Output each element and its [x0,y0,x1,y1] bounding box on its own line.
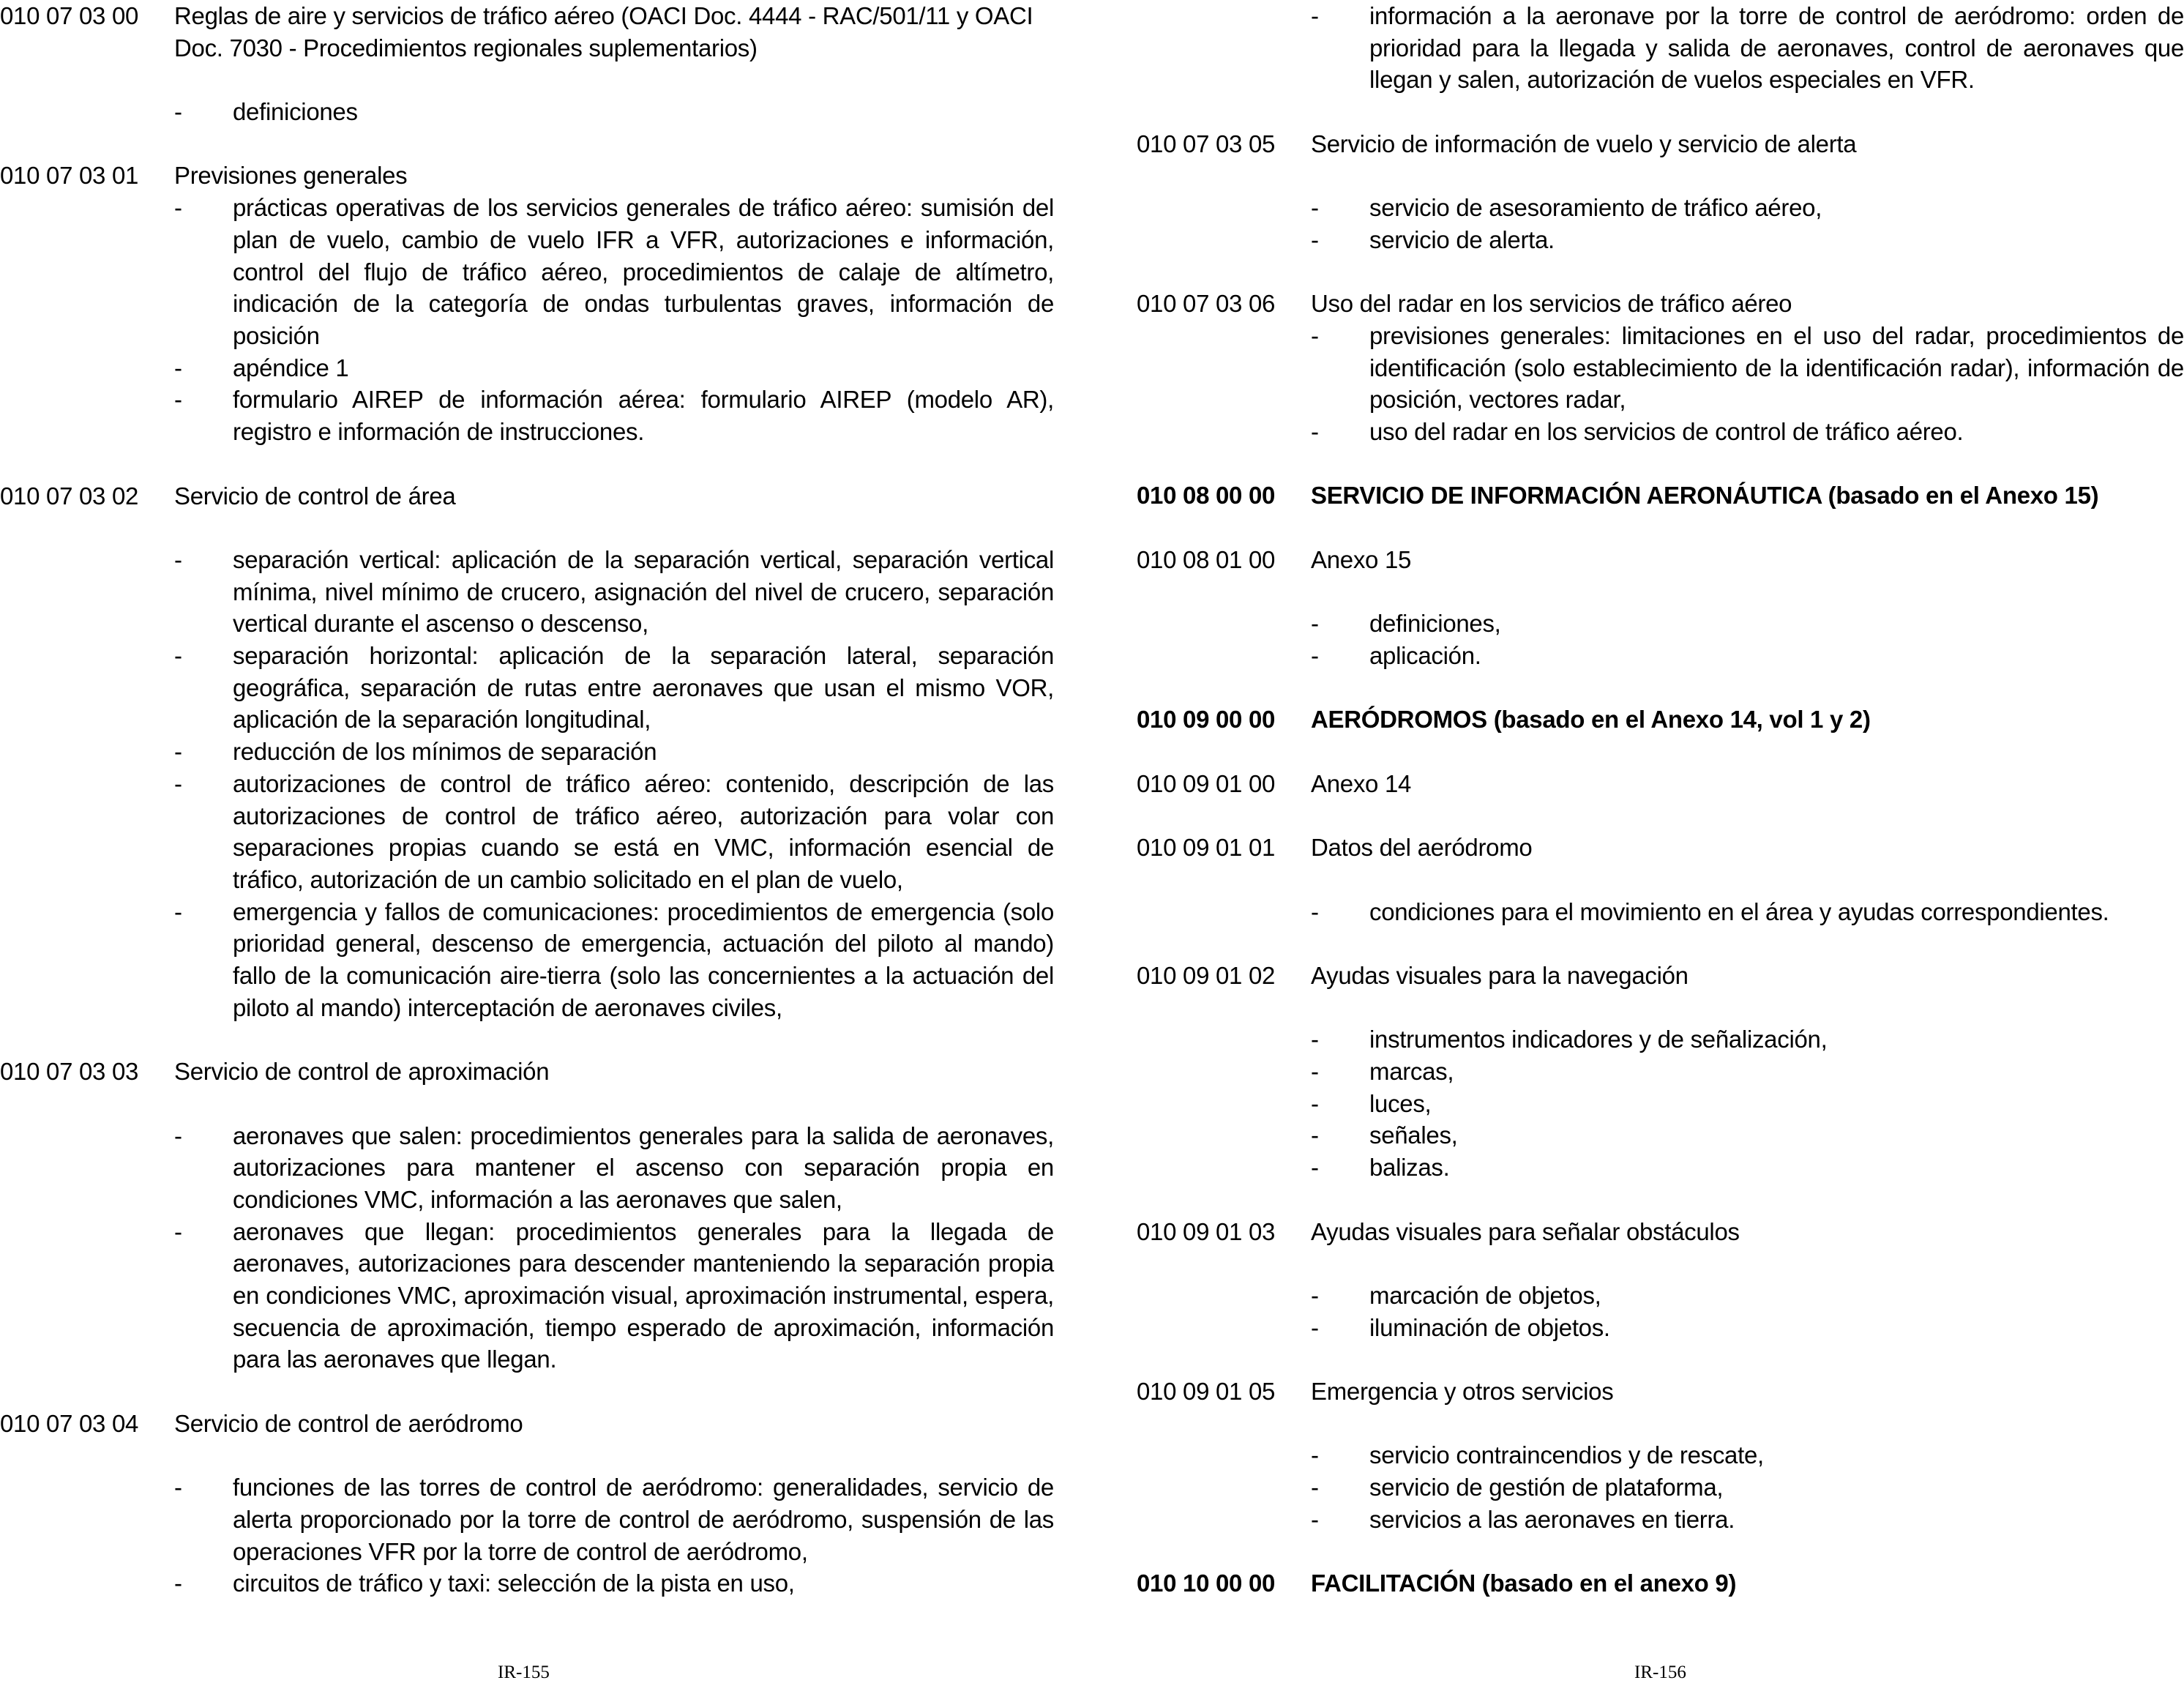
section-body [1311,1376,2184,1536]
list-item [174,544,1054,640]
section-body [1311,960,2184,1184]
list-dash: - [1311,321,1319,349]
list-item [174,1120,1054,1216]
list-dash: - [1311,225,1319,253]
section-body [1311,0,2184,96]
paragraph-spacer [174,1088,1054,1120]
list-dash: - [1311,1089,1319,1117]
list-item-text: aeronaves que salen: procedimientos generales para la salida de aeronaves, autorizaciones para mantener el ascenso con separación propia en condiciones VMC, información a las aeronaves que salen, [233,1122,1054,1213]
syllabus-section [0,480,1054,1024]
list-item-text: reducción de los mínimos de separación [233,738,657,766]
list-dash: - [1311,641,1319,669]
list-item [174,768,1054,896]
list-item [174,1471,1054,1567]
list-dash: - [174,1570,182,1597]
syllabus-section [1137,544,2184,672]
paragraph-spacer [1137,448,2184,480]
paragraph-spacer [1137,96,2184,128]
syllabus-section [1137,1216,2184,1344]
section-code: 010 07 03 03 [0,1058,139,1086]
list-item-text: separación horizontal: aplicación de la separación lateral, separación geográfica, separación de rutas entre aeronaves que usan el mismo VOR, aplicación de la separación longitudinal, [233,642,1054,734]
list-item-text: formulario AIREP de información aérea: formulario AIREP (modelo AR), registro e información de instrucciones. [233,386,1054,446]
list-dash: - [1311,610,1319,638]
list-item [1311,1119,2184,1152]
paragraph-spacer [1137,1536,2184,1568]
syllabus-section [1137,960,2184,1184]
list-item [1311,1439,2184,1471]
list-item-text: circuitos de tráfico y taxi: selección de la pista en uso, [233,1570,795,1597]
list-dash: - [1311,1026,1319,1053]
list-item [1311,1056,2184,1088]
section-title: Servicio de control de aproximación [174,1058,550,1086]
section-body [1311,128,2184,256]
section-code: 010 07 03 01 [0,162,139,190]
paragraph-spacer [1137,736,2184,768]
list-item-text: previsiones generales: limitaciones en el uso del radar, procedimientos de identificación (solo establecimiento de la identificación radar), información de posición, vectores radar, [1369,321,2184,414]
list-dash: - [1311,2,1319,29]
syllabus-section [1137,704,2184,736]
section-title: Ayudas visuales para la navegación [1311,961,1689,989]
list-dash: - [174,98,182,126]
list-item-text: separación vertical: aplicación de la separación vertical, separación vertical mínima, nivel mínimo de crucero, asignación del nivel de crucero, separación vertical durante el ascenso o descenso, [233,545,1054,638]
section-title: Reglas de aire y servicios de tráfico aéreo (OACI Doc. 4444 - RAC/501/11 y OACI Doc. 7030 - Procedimientos regionales suplementarios) [174,2,1033,61]
list-item [174,1567,1054,1600]
list-dash: - [1311,1441,1319,1469]
list-dash: - [174,769,182,797]
list-dash: - [174,1474,182,1501]
paragraph-spacer [1311,992,2184,1024]
section-body [174,160,1054,447]
list-item [1311,1023,2184,1056]
right-page-content [1137,0,2184,1600]
syllabus-section [1137,832,2184,928]
list-dash: - [1311,898,1319,925]
list-item [174,96,1054,128]
paragraph-spacer [1137,1343,2184,1376]
section-body [174,0,1054,128]
section-title: Servicio de información de vuelo y servicio de alerta [1311,130,1857,157]
list-item [174,192,1054,352]
list-dash: - [1311,1154,1319,1182]
section-body [174,1056,1054,1376]
list-dash: - [174,386,182,414]
section-code: 010 08 00 00 [1137,482,1276,510]
list-item-text: definiciones, [1369,610,1501,638]
section-title: Uso del radar en los servicios de tráfico aéreo [1311,290,1792,318]
paragraph-spacer [1137,928,2184,960]
section-code: 010 09 01 05 [1137,1378,1276,1405]
paragraph-spacer [1311,864,2184,896]
syllabus-section [0,1056,1054,1376]
section-code: 010 09 00 00 [1137,706,1276,734]
list-item [1311,608,2184,640]
list-dash: - [1311,1058,1319,1086]
continued-section [1137,0,2184,96]
paragraph-spacer [0,1376,1054,1408]
list-item-text: servicio de asesoramiento de tráfico aéreo, [1369,194,1822,222]
list-dash: - [174,898,182,925]
syllabus-section [0,160,1054,447]
syllabus-section [0,1408,1054,1600]
list-item-text: luces, [1369,1089,1432,1117]
list-item-text: prácticas operativas de los servicios generales de tráfico aéreo: sumisión del plan de vuelo, cambio de vuelo IFR a VFR, autorizaciones e información, control del flujo de tráfico aéreo, procedimientos de calaje de altímetro, indicación de la categoría de ondas turbulentas graves, información de posición [233,194,1054,349]
syllabus-section [0,0,1054,128]
list-item [1311,896,2184,928]
list-item-text: señales, [1369,1122,1458,1149]
list-dash: - [174,642,182,669]
list-item [1311,1152,2184,1184]
syllabus-section [1137,479,2184,512]
list-item [1311,1471,2184,1504]
list-item-text: apéndice 1 [233,354,349,381]
section-code: 010 09 01 03 [1137,1217,1276,1245]
list-item-text: uso del radar en los servicios de control de tráfico aéreo. [1369,418,1964,446]
section-code: 010 07 03 05 [1137,130,1276,157]
list-item [174,352,1054,384]
list-item-text: aeronaves que llegan: procedimientos generales para la llegada de aeronaves, autorizaciones para descender manteniendo la separación propia en condiciones VMC, aproximación visual, aproximación instrumental, espera, secuencia de aproximación, tiempo esperado de aproximación, información para las aeronaves que llegan. [233,1217,1054,1373]
section-body [174,480,1054,1024]
list-item-text: servicio de gestión de plataforma, [1369,1474,1724,1501]
section-title: Emergencia y otros servicios [1311,1378,1614,1405]
syllabus-section [1137,288,2184,448]
paragraph-spacer [174,64,1054,96]
list-dash: - [1311,194,1319,222]
list-dash: - [174,545,182,573]
paragraph-spacer [1311,1247,2184,1280]
section-code: 010 07 03 00 [0,2,139,29]
list-item-text: marcación de objetos, [1369,1281,1601,1309]
section-title: Previsiones generales [174,162,408,190]
section-body [1311,544,2184,672]
list-item [1311,1312,2184,1344]
list-item-text: condiciones para el movimiento en el área y ayudas correspondientes. [1369,898,2109,925]
list-item-text: información a la aeronave por la torre de control de aeródromo: orden de prioridad para la llegada y salida de aeronaves, control de aeronaves que llegan y salen, autorización de vuelos especiales en VFR. [1369,2,2184,94]
section-code: 010 09 01 01 [1137,834,1276,862]
list-item [1311,1504,2184,1536]
page-number: IR-156 [1634,1663,1686,1682]
section-title: Anexo 15 [1311,545,1412,573]
page-number: IR-155 [498,1663,550,1682]
section-body [1311,479,2184,512]
list-item-text: autorizaciones de control de tráfico aéreo: contenido, descripción de las autorizaciones de control de tráfico aéreo, autorización para volar con separaciones propias cuando se está en VMC, información esencial de tráfico, autorización de un cambio solicitado en el plan de vuelo, [233,769,1054,893]
section-code: 010 07 03 02 [0,482,139,510]
list-item-text: emergencia y fallos de comunicaciones: procedimientos de emergencia (solo prioridad general, descenso de emergencia, actuación del piloto al mando) fallo de la comunicación aire-tierra (solo las concernientes a la actuación del piloto al mando) interceptación de aeronaves civiles, [233,898,1054,1021]
list-item [1311,224,2184,256]
paragraph-spacer [0,448,1054,480]
section-title: Anexo 14 [1311,769,1412,797]
section-title: Ayudas visuales para señalar obstáculos [1311,1217,1740,1245]
paragraph-spacer [1137,256,2184,288]
section-title: Servicio de control de área [174,482,456,510]
section-body [1311,1567,2184,1600]
list-item [174,1216,1054,1376]
paragraph-spacer [1137,1184,2184,1216]
list-item-text: servicio de alerta. [1369,225,1555,253]
section-body [1311,704,2184,736]
list-item [1311,1088,2184,1120]
list-dash: - [174,1122,182,1149]
section-code: 010 10 00 00 [1137,1570,1276,1597]
syllabus-section [1137,768,2184,800]
section-code-spacer [1137,0,1311,96]
paragraph-spacer [1311,576,2184,608]
paragraph-spacer [174,512,1054,544]
paragraph-spacer [1311,160,2184,193]
list-dash: - [1311,1313,1319,1341]
section-body [1311,832,2184,928]
section-title: FACILITACIÓN (basado en el anexo 9) [1311,1570,1737,1597]
list-dash: - [174,194,182,222]
list-item-text: servicio contraincendios y de rescate, [1369,1441,1764,1469]
list-item [1311,1280,2184,1312]
paragraph-spacer [0,128,1054,160]
list-dash: - [174,1217,182,1245]
list-item-text: definiciones [233,98,358,126]
paragraph-spacer [0,1023,1054,1056]
section-title: Servicio de control de aeródromo [174,1409,523,1437]
section-code: 010 07 03 04 [0,1409,139,1437]
section-title: SERVICIO DE INFORMACIÓN AERONÁUTICA (basado en el Anexo 15) [1311,482,2099,510]
section-code: 010 07 03 06 [1137,290,1276,318]
syllabus-section [1137,1567,2184,1600]
list-item [1311,192,2184,224]
list-dash: - [1311,1281,1319,1309]
paragraph-spacer [1137,799,2184,832]
list-item [174,896,1054,1024]
list-item-text: instrumentos indicadores y de señalización, [1369,1026,1828,1053]
syllabus-section [1137,128,2184,256]
section-code: 010 09 01 00 [1137,769,1276,797]
paragraph-spacer [1311,1408,2184,1440]
list-item-text: iluminación de objetos. [1369,1313,1610,1341]
right-page [1137,0,2184,1683]
list-item-text: marcas, [1369,1058,1454,1086]
section-body [1311,1216,2184,1344]
section-body [1311,768,2184,800]
paragraph-spacer [174,1440,1054,1472]
list-dash: - [1311,418,1319,446]
list-item-text: balizas. [1369,1154,1450,1182]
paragraph-spacer [1137,512,2184,544]
section-title: Datos del aeródromo [1311,834,1533,862]
section-body [1311,288,2184,448]
list-item [174,384,1054,447]
list-dash: - [174,738,182,766]
syllabus-section [1137,1376,2184,1536]
left-page [0,0,1054,1683]
list-item [1311,0,2184,96]
list-item-text: funciones de las torres de control de aeródromo: generalidades, servicio de alerta proporcionado por la torre de control de aeródromo, suspensión de las operaciones VFR por la torre de control de aeródromo, [233,1474,1054,1565]
section-body [174,1408,1054,1600]
paragraph-spacer [1137,672,2184,704]
section-code: 010 08 01 00 [1137,545,1276,573]
list-item-text: aplicación. [1369,641,1481,669]
section-code: 010 09 01 02 [1137,961,1276,989]
list-item [1311,416,2184,448]
list-item [174,640,1054,736]
list-item [174,736,1054,768]
list-dash: - [1311,1505,1319,1533]
list-dash: - [174,354,182,381]
list-item [1311,640,2184,672]
section-title: AERÓDROMOS (basado en el Anexo 14, vol 1 y 2) [1311,706,1871,734]
list-dash: - [1311,1122,1319,1149]
list-dash: - [1311,1474,1319,1501]
list-item [1311,320,2184,416]
left-page-content [0,0,1054,1600]
list-item-text: servicios a las aeronaves en tierra. [1369,1505,1735,1533]
